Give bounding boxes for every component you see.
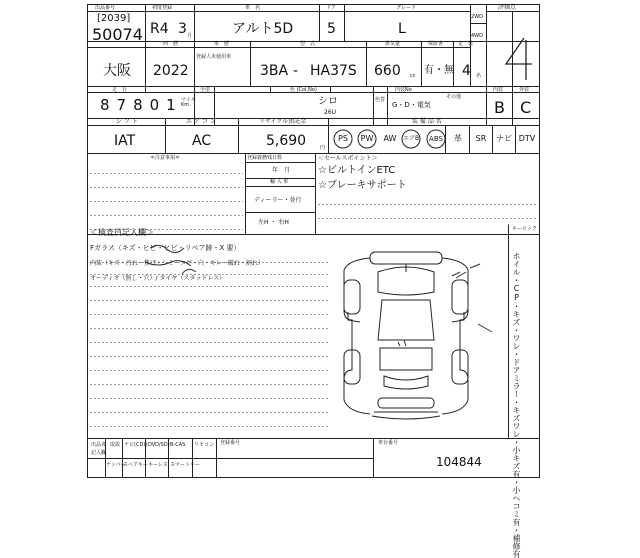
inspector-side-note: ホイル・CP・キズ・ワレ・ドアミラー・キズワレ・小キズ有・小ヘコミ有・補修有 — [512, 252, 521, 558]
model-dash: - — [293, 63, 299, 79]
month-unit: 月 — [187, 33, 193, 39]
color: シロ — [318, 96, 338, 107]
model-prefix: 3BA — [260, 63, 289, 79]
equip-pw: PW — [360, 134, 374, 143]
mileage: 87801 — [100, 96, 183, 114]
year: 2022 — [153, 63, 189, 79]
mileage-unit: マイル Km — [181, 97, 196, 108]
exterior-grade: C — [520, 98, 532, 117]
yen-unit: 円 — [320, 145, 326, 151]
label-history: 車 歴 — [214, 41, 230, 47]
label-inner: 内装 — [493, 87, 504, 93]
label-repaint: 全塗 — [200, 87, 211, 93]
footer-manual: 取説 — [110, 442, 121, 448]
import-value: ディーラー・並行 — [254, 197, 302, 204]
recycle: 5,690 — [266, 133, 307, 149]
lot-prefix: [2039] — [97, 13, 131, 24]
fuel: G・D・電気 — [392, 101, 431, 109]
label-model: 型 式 — [300, 41, 316, 47]
label-eval: 評価点 — [498, 4, 517, 11]
warranty: 有・無 — [424, 65, 454, 76]
displacement: 660 — [374, 63, 401, 79]
footer-smart-key: スマートキー — [170, 462, 200, 468]
sales-title: ＜セールスポイント＞ — [318, 155, 378, 162]
era: R4 — [150, 21, 169, 37]
label-lot-no: 出品番号 — [95, 5, 116, 11]
cc-unit: cc — [410, 73, 416, 79]
inspector-line-3: オーディオ（無し・穴）/ タイヤ（スタッドレス） — [90, 275, 226, 282]
footer-spare-key: スペアキー — [123, 462, 148, 468]
label-car-name: 車 名 — [245, 5, 261, 11]
inspector-title: ＜検査員記入欄＞ — [90, 228, 154, 237]
equip-navi: ナビ — [496, 134, 512, 143]
import-title: 輸 入 車 — [270, 179, 289, 185]
equip-aw: AW — [383, 134, 397, 143]
footer-remote: リモコン — [194, 442, 215, 448]
caution-title: ＊注意事項＊ — [150, 155, 181, 161]
label-aircon: エ ア コ ン — [186, 118, 216, 125]
history-note: 登録人未使用車 — [196, 54, 232, 60]
reg-remain-value: 年 月 — [272, 167, 291, 174]
inspector-line-2: 内装（キズ・汚れ・焦げ・シミ・コゲ・穴・キレ・破れ・割れ） — [90, 260, 264, 267]
lot-no: 50074 — [92, 25, 143, 44]
inspector-line-1: Fガラス（キズ・ヒビ・ヒビ・リペア跡・X 要） — [90, 244, 241, 252]
footer-dvd-sd: (DVD/SD) — [146, 442, 170, 448]
label-shift: シ フ ト — [116, 118, 138, 125]
equip-dtv: DTV — [518, 134, 536, 143]
capacity: 4 — [462, 63, 471, 79]
equip-airbag: エアB — [402, 135, 420, 142]
month: 3 — [178, 21, 187, 37]
handle-value: 左H ・ 右H — [258, 219, 289, 226]
aircon: AC — [192, 133, 212, 149]
key-lock-label: キーロック — [512, 226, 537, 232]
label-2wd: 2WD — [471, 14, 483, 20]
label-doors: ドア — [326, 5, 336, 11]
sales-point-1: ☆ビルトインETC — [318, 165, 396, 176]
capacity-unit: 名 — [476, 73, 482, 79]
interior-grade: B — [494, 98, 505, 117]
footer-navi-cd: ナビ(CD) — [124, 442, 146, 448]
equip-sr: SR — [475, 134, 487, 143]
footer-chassis-label: 車台番号 — [378, 440, 399, 446]
model-code: HA37S — [310, 63, 357, 79]
fuel-other: その他 — [446, 94, 462, 100]
equip-abs: ABS — [429, 135, 443, 143]
grade: L — [398, 21, 406, 37]
label-year: 西 暦 — [163, 41, 179, 47]
car-diagram — [344, 252, 492, 419]
footer-bcas: B-CAS — [170, 442, 186, 448]
footer-plate: ナンバー — [106, 462, 126, 468]
label-4wd: 4WD — [471, 33, 483, 39]
label-recycle: リサイクル預託金 — [259, 118, 307, 125]
handwritten-score-4 — [506, 38, 532, 80]
footer-keyless: キーレス — [148, 462, 168, 468]
label-color-no: 色 (Col.No) — [290, 87, 317, 93]
label-displacement: 排気量 — [385, 41, 401, 47]
car-name: アルト5D — [232, 21, 294, 37]
equip-ps: PS — [338, 134, 348, 143]
reg-remain-title: 登録義務残日数 — [247, 155, 283, 161]
footer-reg-no: 登録番号 — [220, 440, 241, 446]
label-grade: グレード — [396, 5, 417, 11]
label-equipment: 装 備 品 名 — [412, 118, 442, 125]
label-mileage: 走 行 — [112, 87, 128, 93]
color-change-label: 色替 — [375, 97, 386, 103]
label-warranty: 保証書 — [428, 41, 444, 47]
label-capacity: 定 員 — [458, 41, 474, 47]
label-interior-no: 内装No — [395, 87, 412, 93]
footer-left-label-2: 記入欄 — [91, 450, 107, 456]
doors: 5 — [327, 21, 336, 37]
chassis-no: 104844 — [436, 455, 482, 469]
label-outer: 外装 — [519, 87, 530, 93]
equip-leather: 革 — [454, 134, 462, 143]
label-first-reg: 初度登録 — [152, 5, 173, 11]
shift: IAT — [114, 133, 136, 149]
footer-left-label-1: 出品者 — [91, 442, 107, 448]
sales-point-2: ☆ブレーキサポート — [318, 180, 407, 191]
region: 大阪 — [103, 63, 131, 79]
color-code: 26U — [324, 109, 337, 116]
